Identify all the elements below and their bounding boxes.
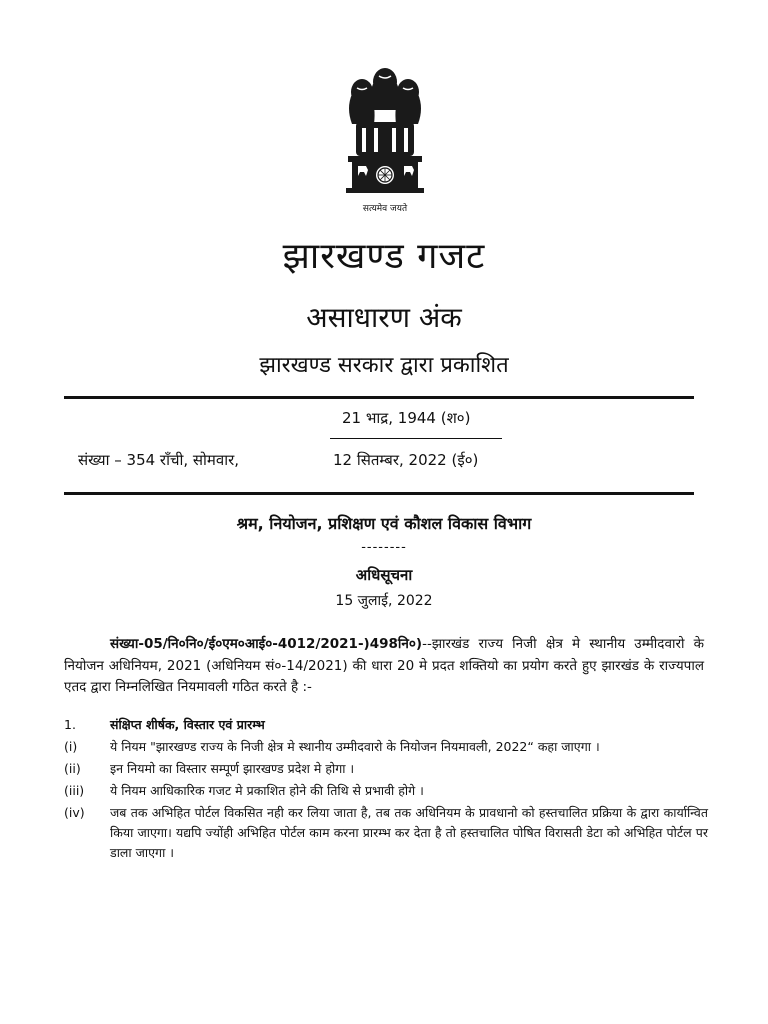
item-number: (ii) — [64, 761, 81, 776]
item-number: (i) — [64, 739, 78, 754]
list-item — [64, 781, 708, 801]
saka-date: 21 भाद्र, 1944 (श०) — [342, 409, 471, 427]
list-item — [64, 803, 708, 863]
national-emblem-icon — [340, 62, 430, 200]
gazette-title: झारखण्ड गजट — [282, 236, 486, 277]
item-text: इन नियमो का विस्तार सम्पूर्ण झारखण्ड प्रदेश मे होगा । — [110, 761, 355, 776]
emblem — [330, 62, 440, 222]
emblem-motto: सत्यमेव जयते — [362, 204, 408, 214]
item-text: जब तक अभिहित पोर्टल विकसित नही कर लिया जाता है, तब तक अधिनियम के प्रावधानो को हस्तचालित प्रक्रिया के द्वारा कार्यान्वित किया जाएगा। यद्यपि ज्योंही अभिहित पोर्टल काम करना प्रारम्भ कर देता है तो हस्तचालित पोषित विरासती डेटा को अभिहित पोर्टल पर डाला जाएगा । — [110, 805, 708, 860]
item-number: (iii) — [64, 783, 85, 798]
notification-date: 15 जुलाई, 2022 — [335, 593, 433, 609]
publisher-line: झारखण्ड सरकार द्वारा प्रकाशित — [259, 353, 509, 378]
gazette-subtitle: असाधारण अंक — [306, 301, 462, 334]
item-text: ये नियम आधिकारिक गजट मे प्रकाशित होने की तिथि से प्रभावी होगे । — [110, 783, 424, 798]
notification-body — [64, 634, 704, 699]
header-rule-top — [64, 396, 694, 399]
header-rule-bottom — [64, 492, 694, 495]
notification-heading: अधिसूचना — [355, 566, 413, 584]
list-item — [64, 715, 708, 735]
item-text: संक्षिप्त शीर्षक, विस्तार एवं प्रारम्भ — [110, 717, 265, 732]
department-name: श्रम, नियोजन, प्रशिक्षण एवं कौशल विकास विभाग — [236, 514, 532, 533]
list-item — [64, 759, 708, 779]
body-text: --झारखंड राज्य निजी क्षेत्र मे स्थानीय उम्मीदवारो के नियोजन अधिनियम, 2021 (अधिनियम सं०-14/2021) की धारा 20 मे प्रदत शक्तियो का प्रयोग करते हुए झारखंड के राज्यपाल एतद द्वारा निम्नलिखित नियमावली गठित करते है :- — [64, 636, 704, 695]
gregorian-date: 12 सितम्बर, 2022 (ई०) — [333, 451, 479, 469]
issue-number: संख्या – 354 राँची, सोमवार, — [78, 451, 240, 469]
rules-list — [64, 715, 708, 865]
item-text: ये नियम "झारखण्ड राज्य के निजी क्षेत्र मे स्थानीय उम्मीदवारो के नियोजन नियमावली, 2022“ कहा जाएगा । — [110, 739, 600, 754]
date-divider — [330, 438, 502, 439]
separator: -------- — [361, 540, 407, 555]
reference-number: संख्या-05/नि०नि०/ई०एम०आई०-4012/2021-)498नि०) — [110, 636, 423, 652]
item-number: 1. — [64, 717, 76, 732]
item-number: (iv) — [64, 805, 85, 820]
list-item — [64, 737, 708, 757]
